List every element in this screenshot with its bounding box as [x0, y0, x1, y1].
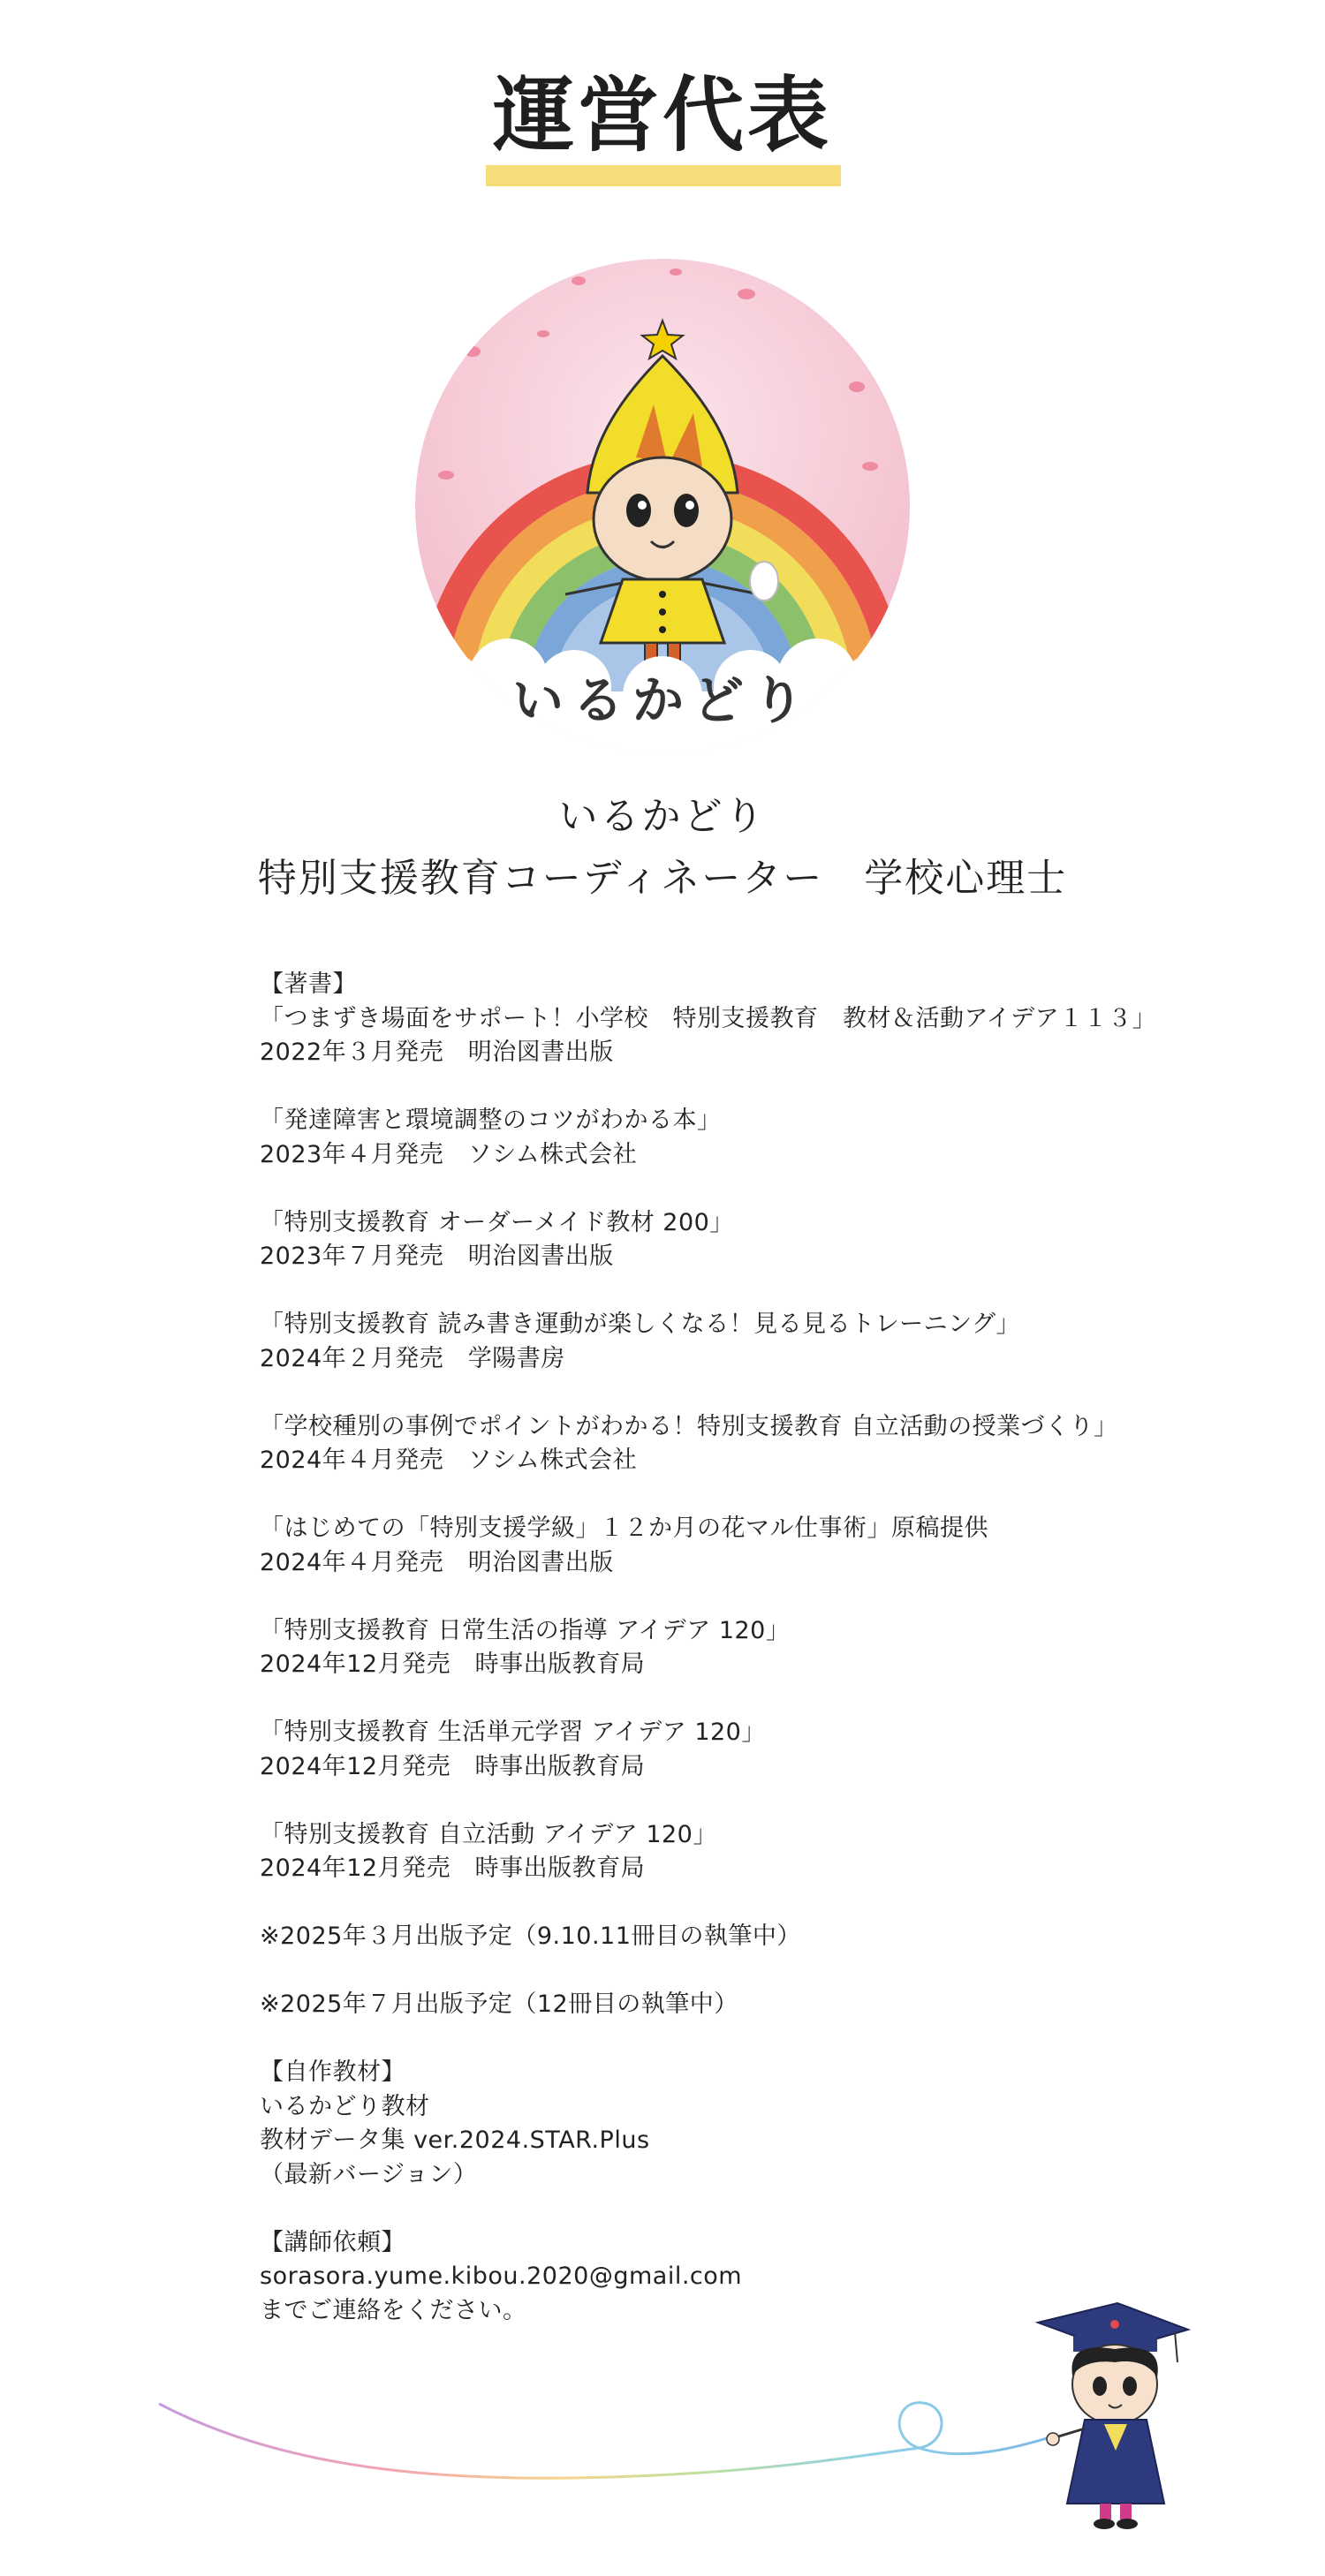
- book-release: 2024年12月発売 時事出版教育局: [260, 1752, 646, 1780]
- profile-name: いるかどり: [558, 794, 767, 839]
- publication-note: ※2025年７月出版予定（12冊目の執筆中）: [260, 1991, 738, 2018]
- avatar-illustration: [411, 254, 914, 758]
- contact-email: sorasora.yume.kibou.2020@gmail.com: [260, 2262, 743, 2290]
- book-release: 2024年２月発売 学陽書房: [260, 1344, 565, 1372]
- book-release: 2024年４月発売 ソシム株式会社: [260, 1447, 638, 1474]
- book-title: 「特別支援教育 日常生活の指導 アイデア 120」: [260, 1616, 791, 1644]
- lecture-heading: 【講師依頼】: [260, 2228, 405, 2256]
- book-release: 2022年３月発売 明治図書出版: [260, 1039, 614, 1066]
- book-release: 2024年12月発売 時事出版教育局: [260, 1855, 646, 1882]
- book-release: 2024年12月発売 時事出版教育局: [260, 1651, 646, 1678]
- book-title: 「特別支援教育 自立活動 アイデア 120」: [260, 1820, 717, 1848]
- materials-line: 教材データ集 ver.2024.STAR.Plus: [260, 2127, 650, 2154]
- materials-line: （最新バージョン）: [260, 2160, 478, 2188]
- logo-text: いるかどり: [511, 670, 814, 730]
- profile-content: [260, 968, 1231, 2328]
- graduate-character-icon: [1038, 2303, 1188, 2529]
- page-title: 運営代表: [492, 68, 832, 162]
- materials-heading: 【自作教材】: [260, 2059, 405, 2086]
- book-title: 「特別支援教育 生活単元学習 アイデア 120」: [260, 1719, 766, 1746]
- title-underline: [486, 165, 841, 186]
- profile-role: 特別支援教育コーディネーター 学校心理士: [257, 856, 1068, 901]
- page-header: [0, 68, 1325, 162]
- publication-note: ※2025年３月出版予定（9.10.11冊目の執筆中）: [260, 1923, 801, 1950]
- swoosh-line: [159, 2403, 1056, 2479]
- books-heading: 【著書】: [260, 971, 357, 998]
- book-release: 2023年４月発売 ソシム株式会社: [260, 1140, 638, 1168]
- footer-decoration: [0, 2296, 1325, 2576]
- contact-note: までご連絡をください。: [260, 2296, 527, 2324]
- book-title: 「つまずき場面をサポート！小学校 特別支援教育 教材＆活動アイデア１１３」: [260, 1004, 1157, 1032]
- book-title: 「発達障害と環境調整のコツがわかる本」: [260, 1107, 722, 1134]
- book-release: 2024年４月発売 明治図書出版: [260, 1548, 614, 1576]
- book-title: 「特別支援教育 オーダーメイド教材 200」: [260, 1208, 734, 1236]
- book-title: 「学校種別の事例でポイントがわかる！特別支援教育 自立活動の授業づくり」: [260, 1412, 1118, 1440]
- materials-line: いるかどり教材: [260, 2092, 430, 2120]
- book-title: 「はじめての「特別支援学級」１２か月の花マル仕事術」原稿提供: [260, 1515, 988, 1542]
- book-release: 2023年７月発売 明治図書出版: [260, 1243, 614, 1270]
- book-title: 「特別支援教育 読み書き運動が楽しくなる！見る見るトレーニング」: [260, 1311, 1021, 1338]
